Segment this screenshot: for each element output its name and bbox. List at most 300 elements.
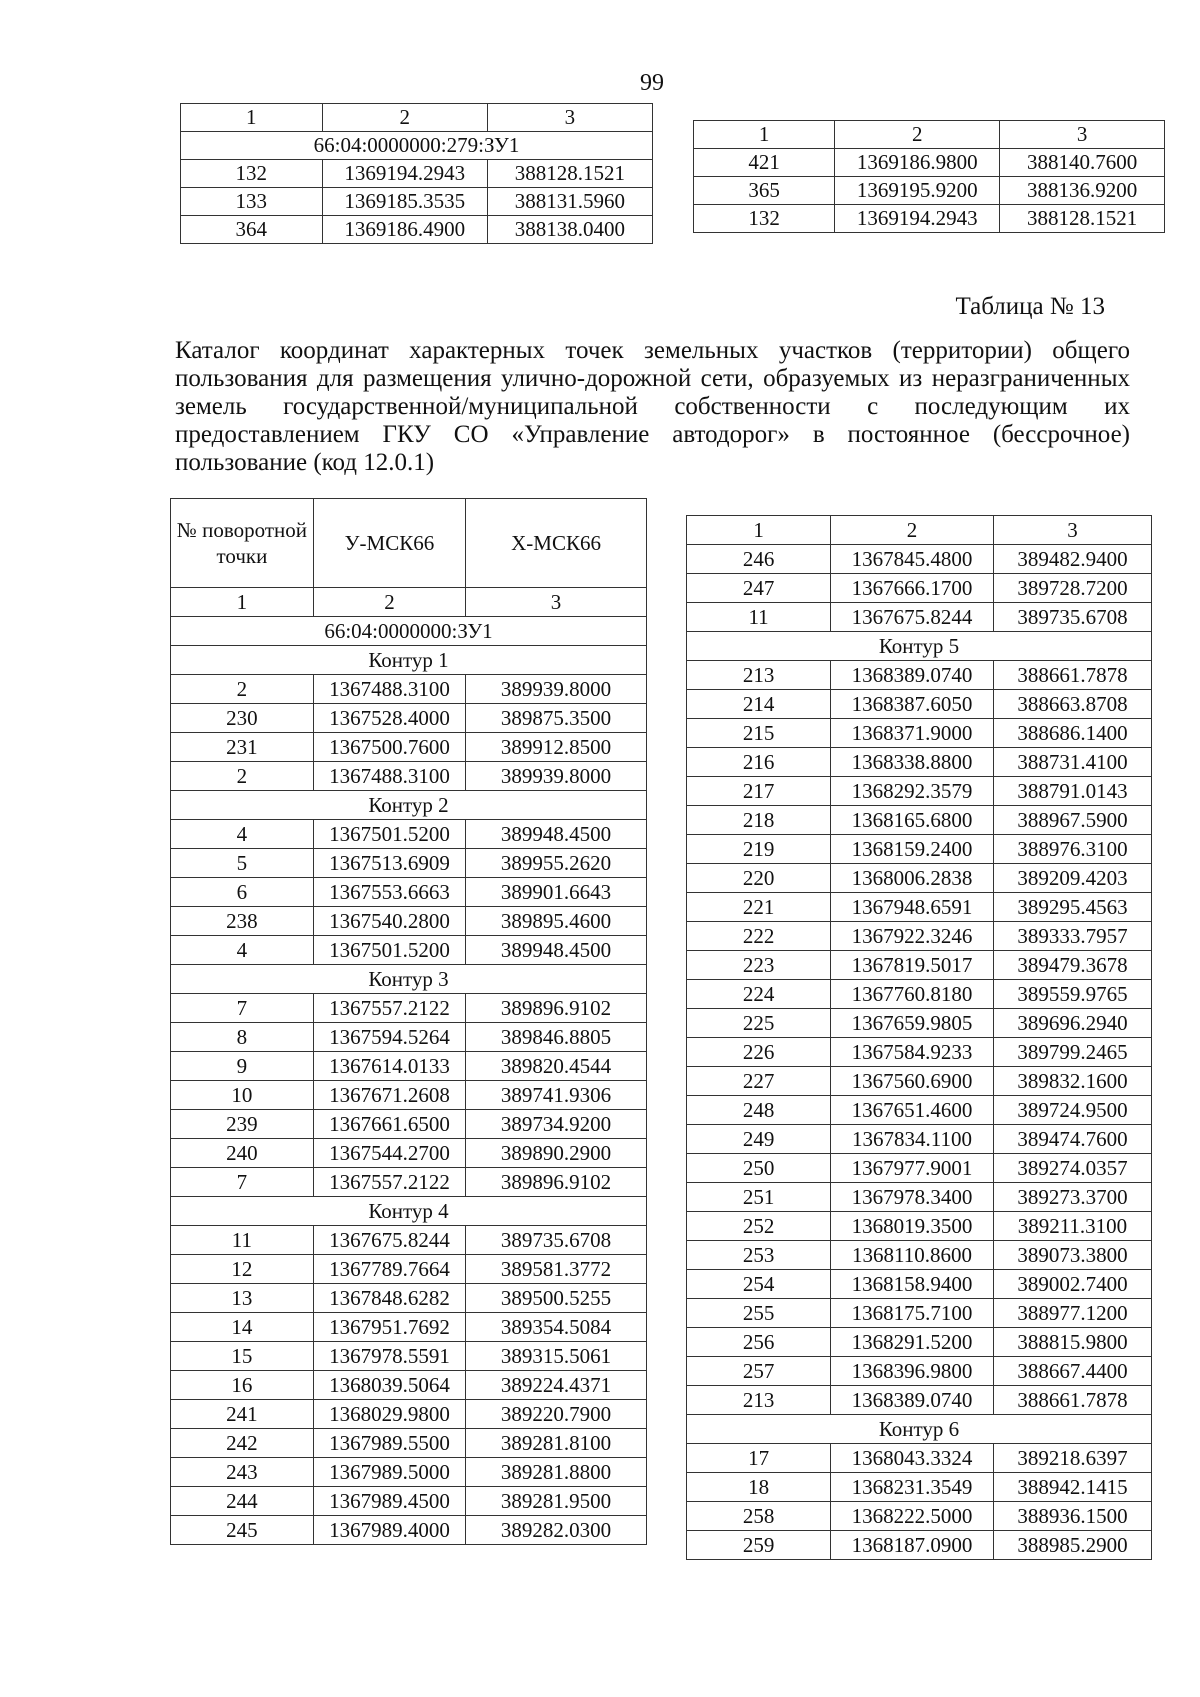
table-row <box>171 1110 647 1139</box>
table-cell: 1367513.6909 <box>313 849 465 878</box>
table-cell: 1368110.8600 <box>831 1241 994 1270</box>
table-cell: 388686.1400 <box>993 719 1151 748</box>
column-number: 1 <box>687 516 831 545</box>
table-cell: 242 <box>171 1429 314 1458</box>
table-row <box>687 1502 1152 1531</box>
table-cell: 1369185.3535 <box>322 188 487 216</box>
table-row <box>687 777 1152 806</box>
table-cell: 254 <box>687 1270 831 1299</box>
table-cell: 240 <box>171 1139 314 1168</box>
table-cell: 388731.4100 <box>993 748 1151 777</box>
table-row <box>687 1473 1152 1502</box>
table-cell: 389211.3100 <box>993 1212 1151 1241</box>
table-cell: 259 <box>687 1531 831 1560</box>
table-cell: 247 <box>687 574 831 603</box>
table-cell: 16 <box>171 1371 314 1400</box>
table-row <box>171 1400 647 1429</box>
table-cell: 1368043.3324 <box>831 1444 994 1473</box>
column-header: У-МСК66 <box>313 499 465 588</box>
table-cell: 1367557.2122 <box>313 1168 465 1197</box>
table-cell: 7 <box>171 1168 314 1197</box>
table-cell: 1368231.3549 <box>831 1473 994 1502</box>
column-number: 2 <box>831 516 994 545</box>
table-cell: 389209.4203 <box>993 864 1151 893</box>
table-cell: 1368158.9400 <box>831 1270 994 1299</box>
table-cell: 9 <box>171 1052 314 1081</box>
table-cell: 388967.5900 <box>993 806 1151 835</box>
table-cell: 421 <box>694 149 835 177</box>
header-row <box>181 104 653 132</box>
table-cell: 1367594.5264 <box>313 1023 465 1052</box>
column-header: № поворотной точки <box>171 499 314 588</box>
table-cell: 257 <box>687 1357 831 1386</box>
table-row <box>687 864 1152 893</box>
section-title: Контур 2 <box>171 791 647 820</box>
table-cell: 14 <box>171 1313 314 1342</box>
table-cell: 389890.2900 <box>466 1139 647 1168</box>
table-row <box>687 1531 1152 1560</box>
table-cell: 251 <box>687 1183 831 1212</box>
table-row <box>687 1444 1152 1473</box>
table-cell: 1367666.1700 <box>831 574 994 603</box>
column-number: 3 <box>487 104 652 132</box>
table-row <box>171 1168 647 1197</box>
table-row <box>171 1458 647 1487</box>
table-row <box>181 160 653 188</box>
table-cell: 388977.1200 <box>993 1299 1151 1328</box>
section-title: Контур 6 <box>687 1415 1152 1444</box>
table-cell: 1368396.9800 <box>831 1357 994 1386</box>
table-row <box>181 216 653 244</box>
section-row <box>687 1415 1152 1444</box>
table-cell: 389581.3772 <box>466 1255 647 1284</box>
table-cell: 389901.6643 <box>466 878 647 907</box>
table-row <box>687 893 1152 922</box>
table-cell: 1367848.6282 <box>313 1284 465 1313</box>
header-row <box>687 516 1152 545</box>
table-cell: 218 <box>687 806 831 835</box>
table-row <box>687 951 1152 980</box>
table-cell: 1367614.0133 <box>313 1052 465 1081</box>
table-cell: 220 <box>687 864 831 893</box>
header-row <box>694 121 1165 149</box>
table-cell: 253 <box>687 1241 831 1270</box>
section-row <box>171 965 647 994</box>
table-row <box>171 1226 647 1255</box>
column-number: 2 <box>835 121 1000 149</box>
table-cell: 389354.5084 <box>466 1313 647 1342</box>
table-cell: 389282.0300 <box>466 1516 647 1545</box>
table-cell: 1368338.8800 <box>831 748 994 777</box>
table-cell: 389273.3700 <box>993 1183 1151 1212</box>
table-cell: 389281.8800 <box>466 1458 647 1487</box>
table-cell: 1367834.1100 <box>831 1125 994 1154</box>
table-cell: 1368019.3500 <box>831 1212 994 1241</box>
table-row <box>687 1067 1152 1096</box>
table-cell: 1369195.9200 <box>835 177 1000 205</box>
table-cell: 12 <box>171 1255 314 1284</box>
section-title: 66:04:0000000:279:ЗУ1 <box>181 132 653 160</box>
table-cell: 1367488.3100 <box>313 675 465 704</box>
table-row <box>171 1487 647 1516</box>
table-row <box>687 806 1152 835</box>
table-cell: 389295.4563 <box>993 893 1151 922</box>
column-number: 3 <box>993 516 1151 545</box>
table-cell: 231 <box>171 733 314 762</box>
table-cell: 7 <box>171 994 314 1023</box>
table-cell: 1368187.0900 <box>831 1531 994 1560</box>
table-cell: 388140.7600 <box>1000 149 1165 177</box>
table-row <box>171 1284 647 1313</box>
table-row <box>687 922 1152 951</box>
table-cell: 245 <box>171 1516 314 1545</box>
table-cell: 15 <box>171 1342 314 1371</box>
table-row <box>687 545 1152 574</box>
table-cell: 1368029.9800 <box>313 1400 465 1429</box>
table-cell: 1367989.5500 <box>313 1429 465 1458</box>
table-cell: 6 <box>171 878 314 907</box>
page-number: 99 <box>640 70 664 96</box>
top-right-table <box>693 120 1165 233</box>
column-number: 3 <box>466 588 647 617</box>
table-cell: 389224.4371 <box>466 1371 647 1400</box>
column-number: 1 <box>181 104 323 132</box>
column-number: 2 <box>313 588 465 617</box>
table-cell: 389218.6397 <box>993 1444 1151 1473</box>
table-cell: 1367501.5200 <box>313 820 465 849</box>
table-cell: 389315.5061 <box>466 1342 647 1371</box>
table-cell: 389846.8805 <box>466 1023 647 1052</box>
table-cell: 365 <box>694 177 835 205</box>
table-cell: 244 <box>171 1487 314 1516</box>
table-cell: 1367651.4600 <box>831 1096 994 1125</box>
table-cell: 389220.7900 <box>466 1400 647 1429</box>
section-title: Контур 1 <box>171 646 647 675</box>
table-cell: 389896.9102 <box>466 994 647 1023</box>
table-cell: 18 <box>687 1473 831 1502</box>
table-row <box>171 1081 647 1110</box>
table-cell: 1367544.2700 <box>313 1139 465 1168</box>
table-cell: 1367819.5017 <box>831 951 994 980</box>
table-row <box>687 1125 1152 1154</box>
table-row <box>694 149 1165 177</box>
table-cell: 1367557.2122 <box>313 994 465 1023</box>
table-cell: 219 <box>687 835 831 864</box>
table-cell: 1368389.0740 <box>831 661 994 690</box>
table-cell: 1369194.2943 <box>322 160 487 188</box>
section-title: Контур 3 <box>171 965 647 994</box>
table-cell: 1367528.4000 <box>313 704 465 733</box>
table-cell: 1367540.2800 <box>313 907 465 936</box>
table-cell: 222 <box>687 922 831 951</box>
table-cell: 1367500.7600 <box>313 733 465 762</box>
table-row <box>171 994 647 1023</box>
table-cell: 388128.1521 <box>487 160 652 188</box>
table-cell: 1368371.9000 <box>831 719 994 748</box>
table-cell: 389948.4500 <box>466 820 647 849</box>
table-cell: 249 <box>687 1125 831 1154</box>
table-cell: 1367560.6900 <box>831 1067 994 1096</box>
section-row <box>687 632 1152 661</box>
table-cell: 238 <box>171 907 314 936</box>
table-cell: 1368222.5000 <box>831 1502 994 1531</box>
table-cell: 226 <box>687 1038 831 1067</box>
table-cell: 223 <box>687 951 831 980</box>
table-row <box>687 1183 1152 1212</box>
table-cell: 389274.0357 <box>993 1154 1151 1183</box>
table-row <box>687 574 1152 603</box>
table-cell: 389479.3678 <box>993 951 1151 980</box>
table-cell: 389832.1600 <box>993 1067 1151 1096</box>
table-cell: 1367951.7692 <box>313 1313 465 1342</box>
table-cell: 1368159.2400 <box>831 835 994 864</box>
table-cell: 1367584.9233 <box>831 1038 994 1067</box>
table-cell: 388791.0143 <box>993 777 1151 806</box>
table-cell: 1368006.2838 <box>831 864 994 893</box>
table-cell: 389735.6708 <box>466 1226 647 1255</box>
table-cell: 2 <box>171 762 314 791</box>
table-cell: 1367922.3246 <box>831 922 994 951</box>
table-row <box>687 1299 1152 1328</box>
table-cell: 389500.5255 <box>466 1284 647 1313</box>
column-number: 1 <box>171 588 314 617</box>
table-cell: 1367659.9805 <box>831 1009 994 1038</box>
table-cell: 8 <box>171 1023 314 1052</box>
table-row <box>687 1241 1152 1270</box>
table-cell: 1367675.8244 <box>831 603 994 632</box>
column-header: Х-МСК66 <box>466 499 647 588</box>
table-row <box>171 849 647 878</box>
table-row <box>687 1212 1152 1241</box>
section-row <box>171 1197 647 1226</box>
main-left-table <box>170 498 647 1545</box>
table-cell: 388976.3100 <box>993 835 1151 864</box>
table-cell: 1369186.4900 <box>322 216 487 244</box>
table-cell: 1367978.3400 <box>831 1183 994 1212</box>
table-cell: 389875.3500 <box>466 704 647 733</box>
table-row <box>171 1052 647 1081</box>
table-cell: 389896.9102 <box>466 1168 647 1197</box>
table-row <box>171 907 647 936</box>
table-cell: 11 <box>687 603 831 632</box>
table-cell: 389728.7200 <box>993 574 1151 603</box>
table-cell: 225 <box>687 1009 831 1038</box>
table-cell: 133 <box>181 188 323 216</box>
main-right-table <box>686 515 1152 1560</box>
table-cell: 248 <box>687 1096 831 1125</box>
table-cell: 389734.9200 <box>466 1110 647 1139</box>
table-cell: 1367671.2608 <box>313 1081 465 1110</box>
table-row <box>171 1313 647 1342</box>
table-cell: 388942.1415 <box>993 1473 1151 1502</box>
table-row <box>687 1386 1152 1415</box>
table-cell: 250 <box>687 1154 831 1183</box>
table-cell: 213 <box>687 1386 831 1415</box>
table-cell: 1368039.5064 <box>313 1371 465 1400</box>
section-row <box>181 132 653 160</box>
table-cell: 214 <box>687 690 831 719</box>
table-row <box>687 719 1152 748</box>
table-row <box>687 603 1152 632</box>
table-cell: 389281.9500 <box>466 1487 647 1516</box>
table-row <box>687 835 1152 864</box>
column-header-row <box>171 499 647 588</box>
table-cell: 389474.7600 <box>993 1125 1151 1154</box>
section-row <box>171 617 647 646</box>
table-cell: 227 <box>687 1067 831 1096</box>
table-cell: 246 <box>687 545 831 574</box>
table-cell: 1367661.6500 <box>313 1110 465 1139</box>
table-cell: 388985.2900 <box>993 1531 1151 1560</box>
table-cell: 1367977.9001 <box>831 1154 994 1183</box>
table-row <box>171 675 647 704</box>
table-cell: 388936.1500 <box>993 1502 1151 1531</box>
table-cell: 1369186.9800 <box>835 149 1000 177</box>
table-cell: 388131.5960 <box>487 188 652 216</box>
table-cell: 255 <box>687 1299 831 1328</box>
table-cell: 388663.8708 <box>993 690 1151 719</box>
table-cell: 213 <box>687 661 831 690</box>
table-row <box>687 1154 1152 1183</box>
table-cell: 388815.9800 <box>993 1328 1151 1357</box>
table-row <box>171 1342 647 1371</box>
table-cell: 389002.7400 <box>993 1270 1151 1299</box>
table-row <box>171 1139 647 1168</box>
table-cell: 389073.3800 <box>993 1241 1151 1270</box>
table-cell: 11 <box>171 1226 314 1255</box>
table-row <box>687 748 1152 777</box>
table-cell: 389799.2465 <box>993 1038 1151 1067</box>
table-cell: 224 <box>687 980 831 1009</box>
table-cell: 1368387.6050 <box>831 690 994 719</box>
table-cell: 1367989.4500 <box>313 1487 465 1516</box>
table-cell: 1367978.5591 <box>313 1342 465 1371</box>
table-cell: 1367501.5200 <box>313 936 465 965</box>
table-cell: 258 <box>687 1502 831 1531</box>
section-title: 66:04:0000000:ЗУ1 <box>171 617 647 646</box>
table-cell: 1368175.7100 <box>831 1299 994 1328</box>
table-cell: 389955.2620 <box>466 849 647 878</box>
table-row <box>171 1255 647 1284</box>
section-title: Контур 4 <box>171 1197 647 1226</box>
section-row <box>171 791 647 820</box>
table-cell: 217 <box>687 777 831 806</box>
table-title: Каталог координат характерных точек земельных участков (территории) общего пользования для размещения улично-дорожной сети, образуемых из неразграниченных земель государственной/муниципальной собственности с последующим их предоставлением ГКУ СО «Управление автодорог» в постоянное (бессрочное) пользование (код 12.0.1) <box>175 337 1130 476</box>
table-row <box>171 878 647 907</box>
table-cell: 13 <box>171 1284 314 1313</box>
table-row <box>687 1038 1152 1067</box>
table-row <box>687 661 1152 690</box>
section-title: Контур 5 <box>687 632 1152 661</box>
table-cell: 1367553.6663 <box>313 878 465 907</box>
table-cell: 239 <box>171 1110 314 1139</box>
table-cell: 389895.4600 <box>466 907 647 936</box>
column-number: 3 <box>1000 121 1165 149</box>
table-cell: 389333.7957 <box>993 922 1151 951</box>
table-cell: 1369194.2943 <box>835 205 1000 233</box>
table-row <box>171 820 647 849</box>
table-cell: 256 <box>687 1328 831 1357</box>
table-row <box>687 1328 1152 1357</box>
table-cell: 216 <box>687 748 831 777</box>
table-row <box>171 762 647 791</box>
table-cell: 215 <box>687 719 831 748</box>
table-row <box>694 205 1165 233</box>
table-cell: 1367948.6591 <box>831 893 994 922</box>
table-cell: 4 <box>171 820 314 849</box>
table-cell: 388667.4400 <box>993 1357 1151 1386</box>
table-cell: 389939.8000 <box>466 762 647 791</box>
table-cell: 389559.9765 <box>993 980 1151 1009</box>
table-cell: 4 <box>171 936 314 965</box>
column-number: 1 <box>694 121 835 149</box>
table-row <box>687 690 1152 719</box>
table-row <box>171 936 647 965</box>
table-cell: 241 <box>171 1400 314 1429</box>
table-cell: 2 <box>171 675 314 704</box>
table-cell: 389735.6708 <box>993 603 1151 632</box>
table-cell: 389741.9306 <box>466 1081 647 1110</box>
table-cell: 1367989.4000 <box>313 1516 465 1545</box>
table-row <box>687 1009 1152 1038</box>
table-cell: 1367789.7664 <box>313 1255 465 1284</box>
table-cell: 5 <box>171 849 314 878</box>
table-caption: Таблица № 13 <box>955 293 1105 320</box>
table-cell: 10 <box>171 1081 314 1110</box>
table-row <box>181 188 653 216</box>
table-cell: 388136.9200 <box>1000 177 1165 205</box>
table-row <box>171 1371 647 1400</box>
table-cell: 1367845.4800 <box>831 545 994 574</box>
table-cell: 1367989.5000 <box>313 1458 465 1487</box>
table-cell: 389696.2940 <box>993 1009 1151 1038</box>
table-cell: 1368165.6800 <box>831 806 994 835</box>
top-left-table <box>180 103 653 244</box>
table-row <box>171 1429 647 1458</box>
table-cell: 1368292.3579 <box>831 777 994 806</box>
table-cell: 252 <box>687 1212 831 1241</box>
table-row <box>171 704 647 733</box>
table-cell: 389820.4544 <box>466 1052 647 1081</box>
table-cell: 132 <box>694 205 835 233</box>
table-cell: 1367488.3100 <box>313 762 465 791</box>
table-row <box>687 1270 1152 1299</box>
table-cell: 389281.8100 <box>466 1429 647 1458</box>
table-cell: 364 <box>181 216 323 244</box>
table-cell: 388128.1521 <box>1000 205 1165 233</box>
column-number: 2 <box>322 104 487 132</box>
table-cell: 132 <box>181 160 323 188</box>
table-cell: 230 <box>171 704 314 733</box>
table-cell: 1368291.5200 <box>831 1328 994 1357</box>
table-cell: 389912.8500 <box>466 733 647 762</box>
table-cell: 1367760.8180 <box>831 980 994 1009</box>
column-number-row <box>171 588 647 617</box>
table-row <box>687 980 1152 1009</box>
table-cell: 388138.0400 <box>487 216 652 244</box>
table-cell: 388661.7878 <box>993 1386 1151 1415</box>
table-cell: 389939.8000 <box>466 675 647 704</box>
table-cell: 17 <box>687 1444 831 1473</box>
table-row <box>694 177 1165 205</box>
table-row <box>171 733 647 762</box>
table-row <box>171 1023 647 1052</box>
table-row <box>687 1096 1152 1125</box>
table-cell: 221 <box>687 893 831 922</box>
table-cell: 1368389.0740 <box>831 1386 994 1415</box>
table-cell: 1367675.8244 <box>313 1226 465 1255</box>
table-cell: 388661.7878 <box>993 661 1151 690</box>
